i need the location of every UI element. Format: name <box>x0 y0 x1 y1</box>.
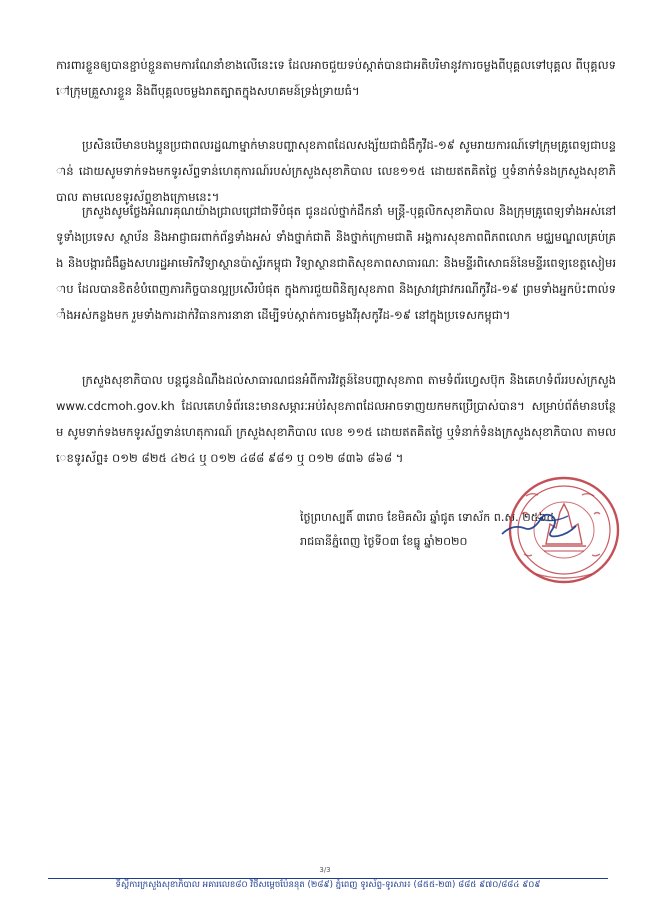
signature-place-date: រាជធានីភ្នំពេញ ថ្ងៃទី០៣ ខែធ្នូ ឆ្នាំ២០២០ <box>300 535 468 548</box>
footer-address: ទីស្តីការក្រសួងសុខាភិបាល អគារលេខ៨០ វិថីសម្តេចប៉ែននុត (២៨៩) ភ្នំពេញ ទូរស័ព្ទ-ទូរសារ៖ (៨៥៥-២៣) ៨៨៥ ៩៧០/៨៨៤ ៩០៩ <box>115 880 541 890</box>
ministry-seal-icon <box>496 474 636 586</box>
paragraph-precautions: ការពារខ្លួនឲ្យបានខ្ជាប់ខ្ជួនតាមការណែនាំខាងលើនេះទេ ដែលអាចជួយទប់ស្កាត់បានជាអតិបរិមានូវការចម្លងពីបុគ្គលទៅបុគ្គល ពីបុគ្គលទៅក្រុមគ្រួសារខ្លួន និងពីបុគ្គលចម្លងរាតត្បាតក្នុងសហគមន៍ទ្រង់ទ្រាយធំ។ <box>56 57 616 98</box>
paragraph-gratitude: ក្រសួងសូមថ្លែងអំណរគុណយ៉ាងជ្រាលជ្រៅជាទីបំផុត ជូនដល់ថ្នាក់ដឹកនាំ មន្ត្រី-បុគ្គលិកសុខាភិបាល និងក្រុមគ្រូពេទ្យទាំងអស់នៅទូទាំងប្រទេស ស្ថាប័ន និងអាជ្ញាធរពាក់ព័ន្ធទាំងអស់ ទាំងថ្នាក់ជាតិ និងថ្នាក់ក្រោមជាតិ អង្គការសុខភាពពិភពលោក មជ្ឈមណ្ឌលគ្រប់គ្រង និងបង្ការជំងឺឆ្លងសហរដ្ឋអាមេរិកវិទ្យាស្ថានប៉ាស្ទ័រកម្ពុជា វិទ្យាស្ថានជាតិសុខភាពសាធារណៈ និងមន្ទីរពិសោធន៍នៃមន្ទីរពេទ្យខេត្តសៀមរាប ដែលបានខិតខំបំពេញភារកិច្ចបានល្អប្រសើរបំផុត ក្នុងការជួយពិនិត្យសុខភាព និងស្រាវជ្រាវករណីកូវីដ-១៩ ព្រមទាំងអ្នកប៉ះពាល់ទាំងអស់កន្លងមក រួមទាំងការដាក់វិធានការនានា ដើម្បីទប់ស្កាត់ការចម្លងវីរុសកូវីដ-១៩ នៅក្នុងប្រទេសកម្ពុជា។ <box>56 203 616 322</box>
page-number: 3/3 <box>319 866 331 874</box>
footer-divider <box>48 878 608 879</box>
signature-lunar-date: ថ្ងៃព្រហស្បតិ៍ ៣រោច ខែមិគសិរ ឆ្នាំជូត ទោស័ក ព.ស. ២៥៦៤ <box>300 511 555 524</box>
paragraph-report-symptoms: ប្រសិនបើមានបងប្អូនប្រជាពលរដ្ឋណាម្នាក់មានបញ្ហាសុខភាពដែលសង្ស័យជាជំងឺកូវីដ-១៩ សូមរាយការណ៍ទៅក្រុមគ្រូពេទ្យជាបន្ទាន់ ដោយសូមទាក់ទងមកទូរស័ព្ទទាន់ហេតុការណ៍របស់ក្រសួងសុខាភិបាល លេខ១១៥ ដោយឥតគិតថ្លៃ ឬទំនាក់ទំនងក្រសួងសុខាភិបាល តាមលេខទូរស័ព្ទខាងក្រោមនេះ។ <box>56 137 616 204</box>
paragraph-information: ក្រសួងសុខាភិបាល បន្តជូនដំណឹងដល់សាធារណជនអំពីការវិវត្តន៍នៃបញ្ហាសុខភាព តាមទំព័រហ្វេសប៊ុក និងគេហទំព័ររបស់ក្រសួង www.cdcmoh.gov.kh ដែលគេហទំព័រនេះមានសម្ភារៈអប់រំសុខភាពដែលអាចទាញយកមកប្រើប្រាស់បាន។ សម្រាប់ព័ត៌មានបន្ថែម សូមទាក់ទងមកទូរស័ព្ទទាន់ហេតុការណ៍ ក្រសួងសុខាភិបាល លេខ ១១៥ ដោយឥតគិតថ្លៃ ឬទំនាក់ទំនងក្រសួងសុខាភិបាល តាមលេខទូរស័ព្ទ៖ ០១២ ៨២៥ ៤២៤ ឬ ០១២ ៤៨៨ ៩៨១ ឬ ០១២ ៨៣៦ ៨៦៨ ។ <box>56 372 616 465</box>
